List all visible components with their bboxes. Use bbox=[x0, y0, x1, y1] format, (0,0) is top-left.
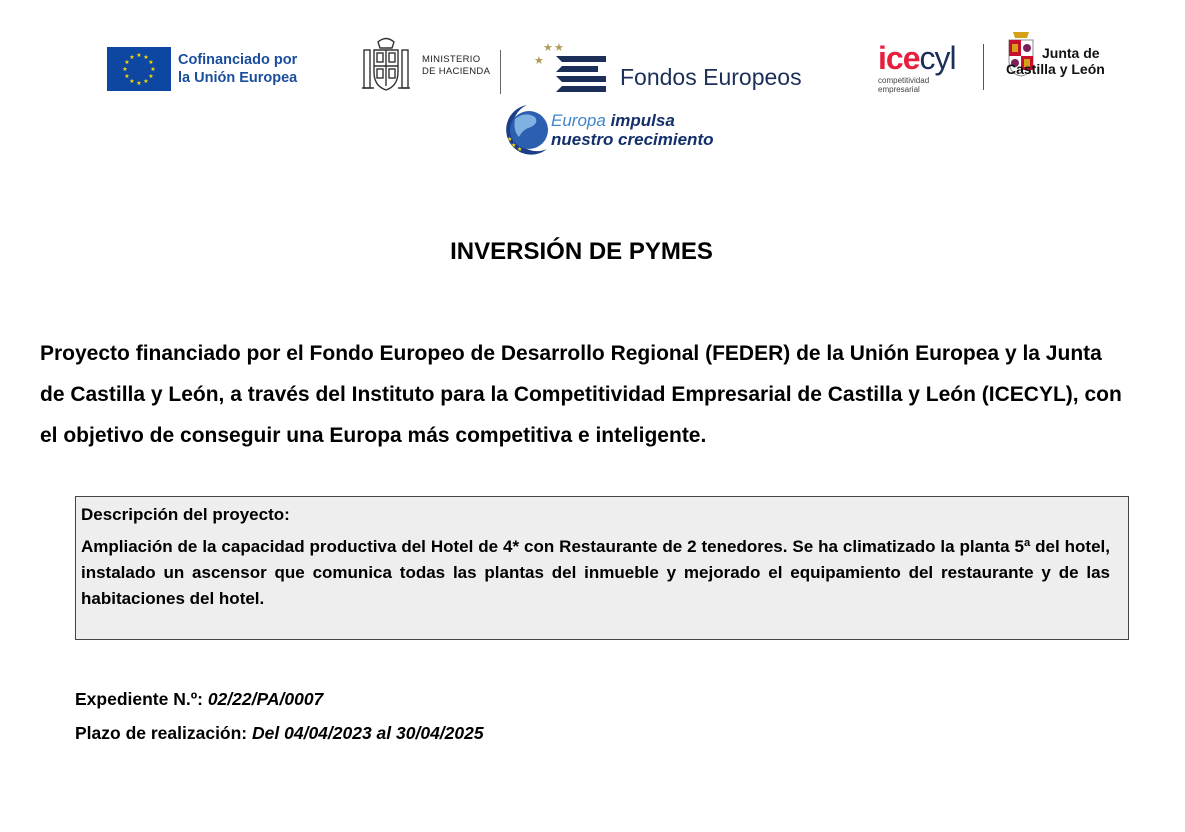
svg-text:★: ★ bbox=[554, 41, 564, 54]
logo-divider bbox=[983, 44, 984, 90]
svg-text:★: ★ bbox=[136, 80, 142, 87]
svg-text:★: ★ bbox=[148, 59, 154, 66]
globe-icon bbox=[505, 103, 549, 157]
icecyl-word-ice: ice bbox=[878, 40, 920, 76]
fondos-europeos-label: Fondos Europeos bbox=[620, 63, 802, 90]
svg-text:★: ★ bbox=[124, 73, 130, 80]
description-label: Descripción del proyecto: bbox=[81, 505, 290, 524]
expediente-line bbox=[75, 689, 323, 710]
svg-text:★: ★ bbox=[507, 136, 513, 143]
svg-text:★: ★ bbox=[543, 41, 553, 54]
icecyl-word-cyl: cyl bbox=[919, 40, 956, 76]
ministerio-hacienda-logo bbox=[358, 36, 490, 96]
svg-text:★: ★ bbox=[534, 54, 544, 67]
svg-text:★: ★ bbox=[129, 54, 135, 61]
ministerio-text bbox=[422, 54, 490, 78]
plazo-label: Plazo de realización: bbox=[75, 723, 248, 743]
fondos-europeos-logo bbox=[534, 40, 802, 96]
impulsa-word-impulsa: impulsa bbox=[610, 111, 675, 130]
expediente-label: Expediente N.º: bbox=[75, 689, 203, 709]
eu-logo-line2: la Unión Europea bbox=[178, 70, 298, 86]
plazo-value: Del 04/04/2023 al 30/04/2025 bbox=[252, 723, 484, 743]
eu-flag-icon bbox=[107, 47, 171, 91]
junta-line2: Castilla y León bbox=[1006, 61, 1105, 77]
svg-text:★: ★ bbox=[143, 78, 149, 85]
coat-of-arms-icon bbox=[358, 36, 414, 96]
plazo-line bbox=[75, 723, 484, 744]
svg-text:★: ★ bbox=[511, 142, 517, 149]
svg-text:★: ★ bbox=[517, 146, 523, 153]
eu-logo-text bbox=[178, 51, 297, 87]
europa-impulsa-logo bbox=[505, 103, 714, 157]
eu-logo-line1: Cofinanciado por bbox=[178, 52, 298, 68]
icecyl-sub1: competitividad bbox=[878, 76, 930, 85]
impulsa-word-europa: Europa bbox=[551, 111, 606, 130]
junta-castilla-leon-logo bbox=[1006, 30, 1105, 78]
impulsa-line2: nuestro crecimiento bbox=[551, 130, 714, 149]
intro-paragraph: Proyecto financiado por el Fondo Europeo de Desarrollo Regional (FEDER) de la Unión Europea y la Junta de Castilla y León, a través del Instituto para la Competitividad Empresarial de Castilla y León (ICECYL), con el objetivo de conseguir una Europa más competitiva e inteligente. bbox=[40, 342, 1122, 447]
ministerio-line2: DE HACIENDA bbox=[422, 66, 491, 77]
svg-text:★: ★ bbox=[136, 52, 142, 59]
description-text: Ampliación de la capacidad productiva del Hotel de 4* con Restaurante de 2 tenedores. Se ha climatizado la planta 5ª del hotel, instalado un ascensor que comunica todas las plantas del inmueble y mejorado el equipamiento del restaurante y de las habitaciones del hotel. bbox=[81, 537, 1110, 608]
europa-impulsa-text bbox=[551, 111, 714, 149]
fondos-europeos-icon bbox=[534, 40, 608, 96]
icecyl-wordmark bbox=[878, 42, 956, 74]
page-title: INVERSIÓN DE PYMES bbox=[450, 238, 713, 265]
svg-text:★: ★ bbox=[129, 78, 135, 85]
svg-text:★: ★ bbox=[124, 59, 130, 66]
project-description-box bbox=[75, 496, 1129, 640]
svg-text:★: ★ bbox=[148, 73, 154, 80]
svg-text:★: ★ bbox=[150, 66, 156, 73]
svg-text:★: ★ bbox=[122, 66, 128, 73]
icecyl-subtitle bbox=[878, 76, 956, 94]
logo-divider bbox=[500, 50, 501, 94]
ministerio-line1: MINISTERIO bbox=[422, 54, 481, 65]
junta-line1: Junta de bbox=[1042, 45, 1100, 61]
icecyl-sub2: empresarial bbox=[878, 85, 920, 94]
svg-text:★: ★ bbox=[143, 54, 149, 61]
junta-text bbox=[1006, 45, 1105, 78]
eu-cofinancing-logo bbox=[107, 47, 297, 91]
icecyl-logo bbox=[878, 42, 956, 94]
expediente-value: 02/22/PA/0007 bbox=[207, 689, 324, 709]
